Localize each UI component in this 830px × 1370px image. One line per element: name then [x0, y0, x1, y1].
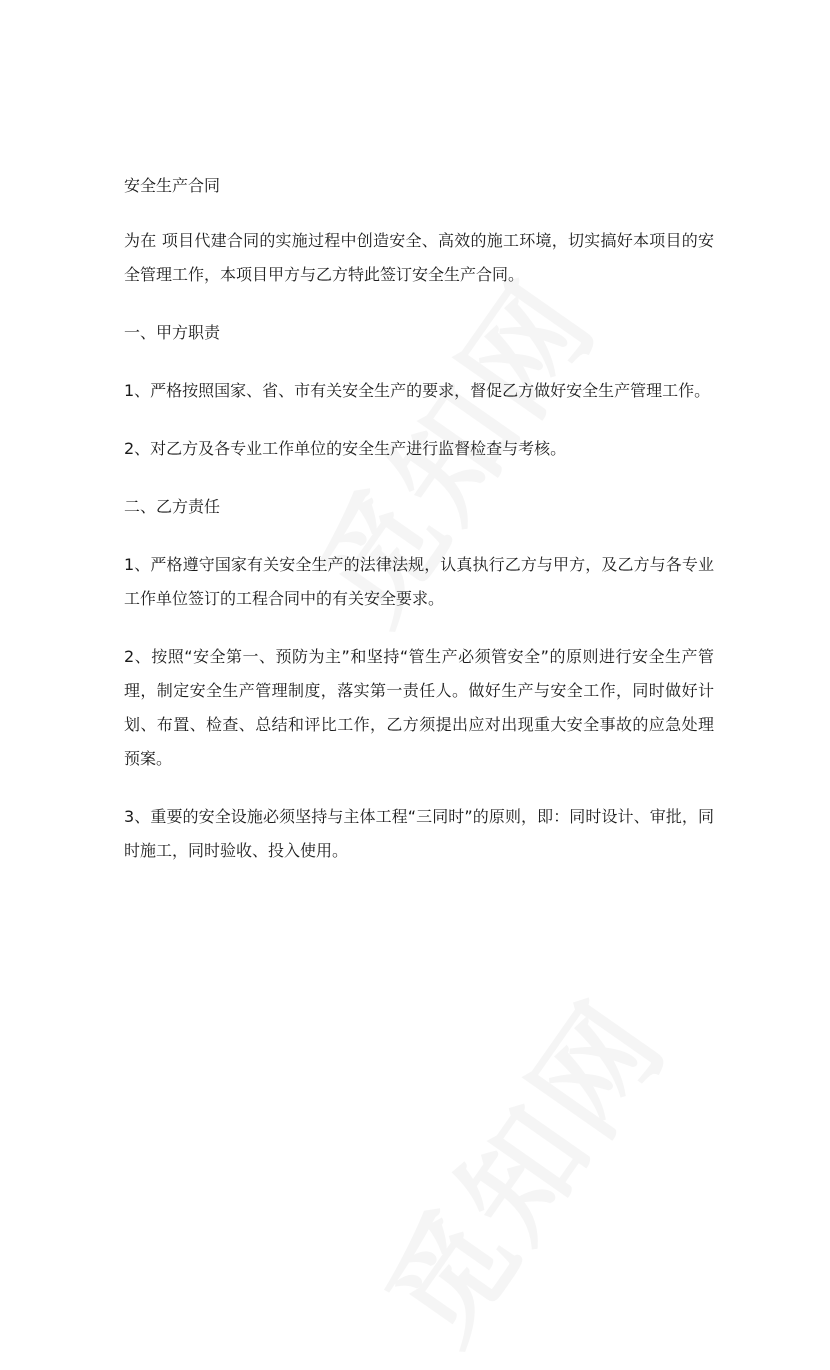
document-title: 安全生产合同: [124, 176, 221, 195]
intro-paragraph: 为在 项目代建合同的实施过程中创造安全、高效的施工环境，切实搞好本项目的安全管理工作，本项目甲方与乙方特此签订安全生产合同。: [124, 231, 714, 284]
document-body: [124, 166, 714, 892]
section-heading-party-b: 二、乙方责任: [124, 497, 221, 516]
party-b-clause-2: 2、按照“安全第一、预防为主”和坚持“管生产必须管安全”的原则进行安全生产管理，制定安全生产管理制度，落实第一责任人。做好生产与安全工作，同时做好计划、布置、检查、总结和评比工作，乙方须提出应对出现重大安全事故的应急处理预案。: [124, 647, 714, 768]
section-heading-party-a: 一、甲方职责: [124, 323, 221, 342]
party-a-clause-2: 2、对乙方及各专业工作单位的安全生产进行监督检查与考核。: [124, 439, 567, 458]
party-a-clause-1: 1、严格按照国家、省、市有关安全生产的要求，督促乙方做好安全生产管理工作。: [124, 381, 711, 400]
watermark: [340, 962, 698, 1370]
party-b-clause-1: 1、严格遵守国家有关安全生产的法律法规，认真执行乙方与甲方，及乙方与各专业工作单位签订的工程合同中的有关安全要求。: [124, 555, 714, 608]
party-b-clause-3: 3、重要的安全设施必须坚持与主体工程“三同时”的原则，即：同时设计、审批，同时施工，同时验收、投入使用。: [124, 807, 714, 860]
